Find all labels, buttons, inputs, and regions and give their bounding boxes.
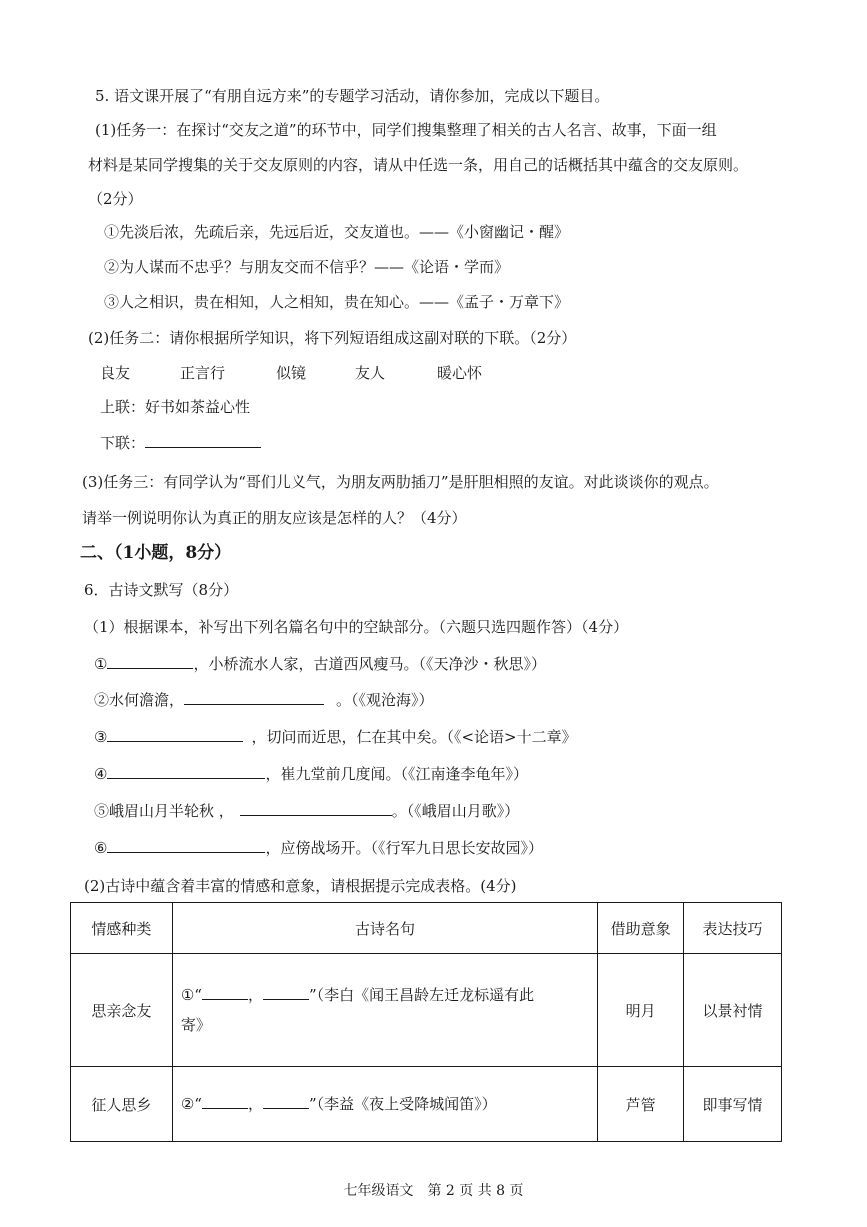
cell-image: 芦管 bbox=[598, 1067, 684, 1142]
recite-item-4: ④ ，崔九堂前几度闻。（《江南逢李龟年》） bbox=[94, 765, 528, 783]
q6-sub1: （1）根据课本，补写出下列名篇名句中的空缺部分。（六题只选四题作答）（4分） bbox=[84, 618, 629, 636]
answer-blank[interactable] bbox=[107, 838, 265, 853]
page-footer: 七年级语文 第 2 页 共 8 页 bbox=[343, 1183, 524, 1199]
answer-blank[interactable] bbox=[184, 690, 324, 705]
cell-image: 明月 bbox=[598, 954, 684, 1067]
cell-technique: 即事写情 bbox=[684, 1067, 782, 1142]
answer-blank[interactable] bbox=[240, 801, 392, 816]
recite-item-6: ⑥ ，应傍战场开。（《行军九日思长安故园》） bbox=[94, 839, 543, 857]
word-bank-item: 似镜 bbox=[276, 364, 307, 382]
header-image: 借助意象 bbox=[598, 903, 684, 954]
q6-title: 6．古诗文默写（8分） bbox=[84, 581, 239, 599]
task1-score: （2分） bbox=[88, 190, 143, 208]
quote-2: ②为人谋而不忠乎？与朋友交而不信乎？——《论语・学而》 bbox=[104, 258, 510, 276]
recite-item-2: ②水何澹澹， 。（《观沧海》） bbox=[94, 691, 434, 709]
recite-item-5: ⑤峨眉山月半轮秋 ， 。（《峨眉山月歌》） bbox=[94, 802, 520, 820]
task1-line2: 材料是某同学搜集的关于交友原则的内容，请从中任选一条，用自己的话概括其中蕴含的交友原则。 bbox=[88, 156, 749, 174]
cell-poem-line: ①“ ， ”（李白《闻王昌龄左迁龙标遥有此 寄》 bbox=[172, 954, 597, 1067]
quote-3: ③人之相识，贵在相知，人之相知，贵在知心。——《孟子・万章下》 bbox=[104, 293, 570, 311]
word-bank-item: 良友 bbox=[100, 364, 131, 382]
word-bank bbox=[0, 363, 867, 383]
cell-emotion: 征人思乡 bbox=[71, 1067, 173, 1142]
cell-technique: 以景衬情 bbox=[684, 954, 782, 1067]
task3-line2: 请举一例说明你认为真正的朋友应该是怎样的人？（4分） bbox=[82, 509, 467, 527]
upper-couplet: 上联：好书如茶益心性 bbox=[100, 398, 251, 416]
answer-blank[interactable] bbox=[107, 764, 265, 779]
answer-blank[interactable] bbox=[202, 1094, 248, 1109]
word-bank-item: 友人 bbox=[355, 364, 386, 382]
word-bank-item: 暖心怀 bbox=[437, 364, 483, 382]
header-emotion: 情感种类 bbox=[71, 903, 173, 954]
answer-blank[interactable] bbox=[107, 727, 243, 742]
recite-item-3: ③ ，切问而近思，仁在其中矣。（《<论语>十二章》 bbox=[94, 728, 577, 746]
answer-blank[interactable] bbox=[263, 1094, 309, 1109]
q6-sub2: (2)古诗中蕴含着丰富的情感和意象，请根据提示完成表格。(4分) bbox=[84, 877, 517, 895]
section-heading: 二、（1小题，8分） bbox=[80, 543, 232, 563]
quote-1: ①先淡后浓，先疏后亲，先远后近，交友道也。——《小窗幽记・醒》 bbox=[104, 223, 570, 241]
task3-line1: (3)任务三：有同学认为“哥们儿义气，为朋友两肋插刀”是肝胆相照的友谊。对此谈谈你的观点。 bbox=[82, 473, 719, 491]
q5-intro: 5. 语文课开展了“有朋自远方来”的专题学习活动，请你参加，完成以下题目。 bbox=[95, 87, 610, 105]
recite-item-1: ① ，小桥流水人家，古道西风瘦马。（《天净沙・秋思》） bbox=[94, 655, 546, 673]
cell-emotion: 思亲念友 bbox=[71, 954, 173, 1067]
table-row bbox=[71, 954, 782, 1067]
lower-couplet bbox=[100, 433, 261, 453]
task2: (2)任务二：请你根据所学知识，将下列短语组成这副对联的下联。（2分） bbox=[88, 329, 577, 347]
answer-blank[interactable] bbox=[107, 654, 193, 669]
table-row bbox=[71, 1067, 782, 1142]
answer-blank[interactable] bbox=[263, 985, 309, 1000]
poem-table bbox=[70, 902, 782, 1142]
lower-couplet-label: 下联： bbox=[100, 434, 146, 452]
header-technique: 表达技巧 bbox=[684, 903, 782, 954]
word-bank-item: 正言行 bbox=[180, 364, 226, 382]
header-poem-line: 古诗名句 bbox=[172, 903, 597, 954]
task1-line1: (1)任务一：在探讨“交友之道”的环节中，同学们搜集整理了相关的古人名言、故事，下面一组 bbox=[95, 121, 717, 139]
cell-poem-line: ②“ ， ”（李益《夜上受降城闻笛》） bbox=[172, 1067, 597, 1142]
answer-blank[interactable] bbox=[202, 985, 248, 1000]
answer-blank[interactable] bbox=[145, 433, 261, 448]
